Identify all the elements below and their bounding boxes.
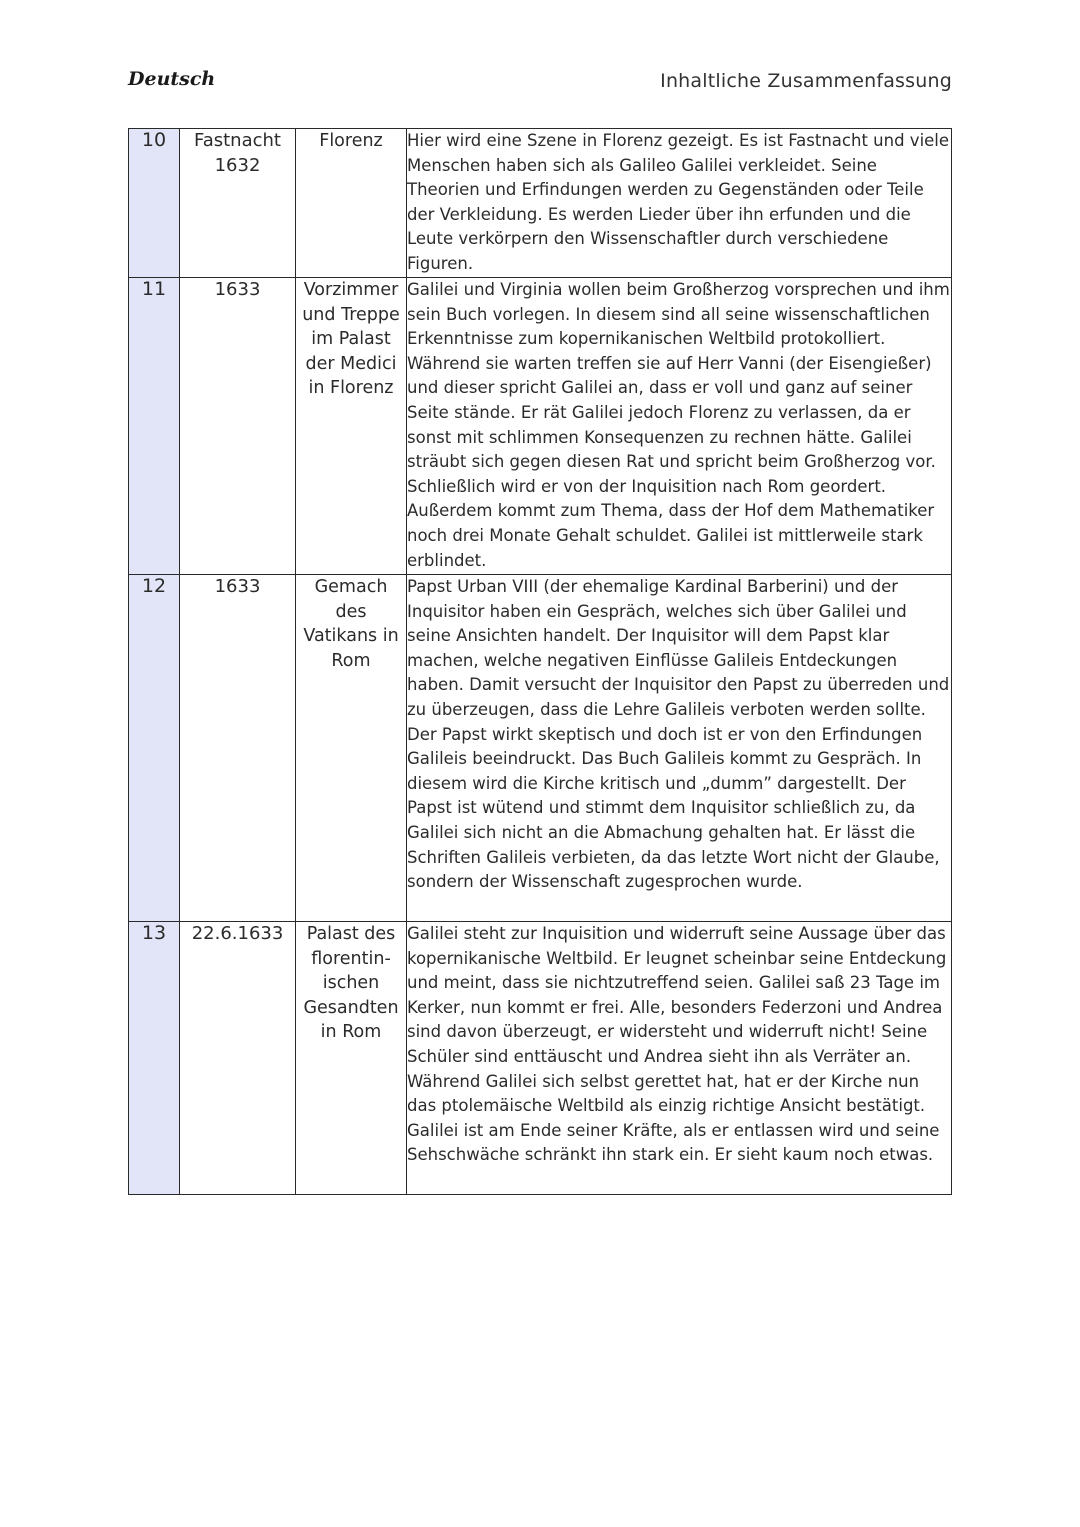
scene-number: 10 bbox=[141, 129, 167, 151]
scene-place: Vorzimmer und Treppe im Palast der Medici in Florenz bbox=[302, 280, 400, 399]
scene-date-cell bbox=[180, 575, 296, 922]
scene-date: Fastnacht 1632 bbox=[194, 130, 281, 176]
scene-number-cell bbox=[129, 278, 180, 575]
scene-place: Gemach des Vatikans in Rom bbox=[303, 577, 399, 671]
scene-date: 22.6.1633 bbox=[191, 923, 284, 944]
scene-place-cell bbox=[296, 575, 407, 922]
scene-place: Florenz bbox=[319, 131, 383, 151]
table-row bbox=[129, 129, 952, 278]
scene-place-cell bbox=[296, 922, 407, 1195]
scene-place: Palast des florentin-ischen Gesandten in Rom bbox=[303, 924, 399, 1043]
scene-summary: Papst Urban VIII (der ehemalige Kardinal Barberini) und der Inquisitor haben ein Gespräch, welches sich über Galilei und seine Ansichten handelt. Der Inquisitor will dem Papst klar machen, welche negativen Einflüsse Galileis Entdeckungen haben. Damit versucht der Inquisitor den Papst zu überreden und zu überzeugen, dass die Lehre Galileis verboten werden sollte. Der Papst wirkt skeptisch und doch ist er von den Erfindungen Galileis beeindruckt. Das Buch Galileis kommt zu Gespräch. In diesem wird die Kirche kritisch und „dumm” dargestellt. Der Papst ist wütend und stimmt dem Inquisitor schließlich zu, da Galilei sich nicht an die Abmachung gehalten hat. Er lässt die Schriften Galileis verbieten, da das letzte Wort nicht der Glaube, sondern der Wissenschaft zugesprochen wurde. bbox=[407, 575, 952, 922]
scene-number: 13 bbox=[141, 922, 167, 944]
document-title: Inhaltliche Zusammenfassung bbox=[660, 70, 952, 92]
scene-summary: Hier wird eine Szene in Florenz gezeigt. Es ist Fastnacht und viele Menschen haben sich als Galileo Galilei verkleidet. Seine Theorien und Erfindungen werden zu Gegenständen oder Teile der Verkleidung. Es werden Lieder über ihn erfunden und die Leute verkörpern den Wissenschaftler durch verschiedene Figuren. bbox=[407, 129, 952, 278]
scene-number: 12 bbox=[141, 575, 167, 597]
scene-date-cell bbox=[180, 129, 296, 278]
scene-place-cell bbox=[296, 278, 407, 575]
subject-label: Deutsch bbox=[128, 68, 216, 90]
table-row bbox=[129, 922, 952, 1195]
scene-place-cell bbox=[296, 129, 407, 278]
table-row bbox=[129, 575, 952, 922]
scene-summary: Galilei steht zur Inquisition und widerruft seine Aussage über das kopernikanische Weltbild. Er leugnet scheinbar seine Entdeckung und meint, dass sie nichtzutreffend seien. Galilei saß 23 Tage im Kerker, nun kommt er frei. Alle, besonders Federzoni und Andrea sind davon überzeugt, er widersteht und widerruft nicht! Seine Schüler sind enttäuscht und Andrea sieht ihn als Verräter an. Während Galilei sich selbst gerettet hat, hat er der Kirche nun das ptolemäische Weltbild als einzig richtige Ansicht bestätigt. Galilei ist am Ende seiner Kräfte, als er entlassen wird und seine Sehschwäche schränkt ihn stark ein. Er sieht kaum noch etwas. bbox=[407, 922, 952, 1195]
scene-date: 1633 bbox=[214, 576, 261, 597]
scene-number: 11 bbox=[141, 278, 167, 300]
scene-date-cell bbox=[180, 922, 296, 1195]
scene-date-cell bbox=[180, 278, 296, 575]
summary-table bbox=[128, 128, 952, 1195]
scene-summary: Galilei und Virginia wollen beim Großherzog vorsprechen und ihm sein Buch vorlegen. In diesem sind all seine wissenschaftlichen Erkenntnisse zum kopernikanischen Weltbild protokolliert. Während sie warten treffen sie auf Herr Vanni (der Eisengießer) und dieser spricht Galilei an, dass er voll und ganz auf seiner Seite stände. Er rät Galilei jedoch Florenz zu verlassen, da er sonst mit schlimmen Konsequenzen zu rechnen hätte. Galilei sträubt sich gegen diesen Rat und spricht beim Großherzog vor. Schließlich wird er von der Inquisition nach Rom geordert. Außerdem kommt zum Thema, dass der Hof dem Mathematiker noch drei Monate Gehalt schuldet. Galilei ist mittlerweile stark erblindet. bbox=[407, 278, 952, 575]
table-row bbox=[129, 278, 952, 575]
page-header bbox=[128, 66, 952, 100]
scene-number-cell bbox=[129, 129, 180, 278]
scene-date: 1633 bbox=[214, 279, 261, 300]
scene-number-cell bbox=[129, 922, 180, 1195]
scene-number-cell bbox=[129, 575, 180, 922]
